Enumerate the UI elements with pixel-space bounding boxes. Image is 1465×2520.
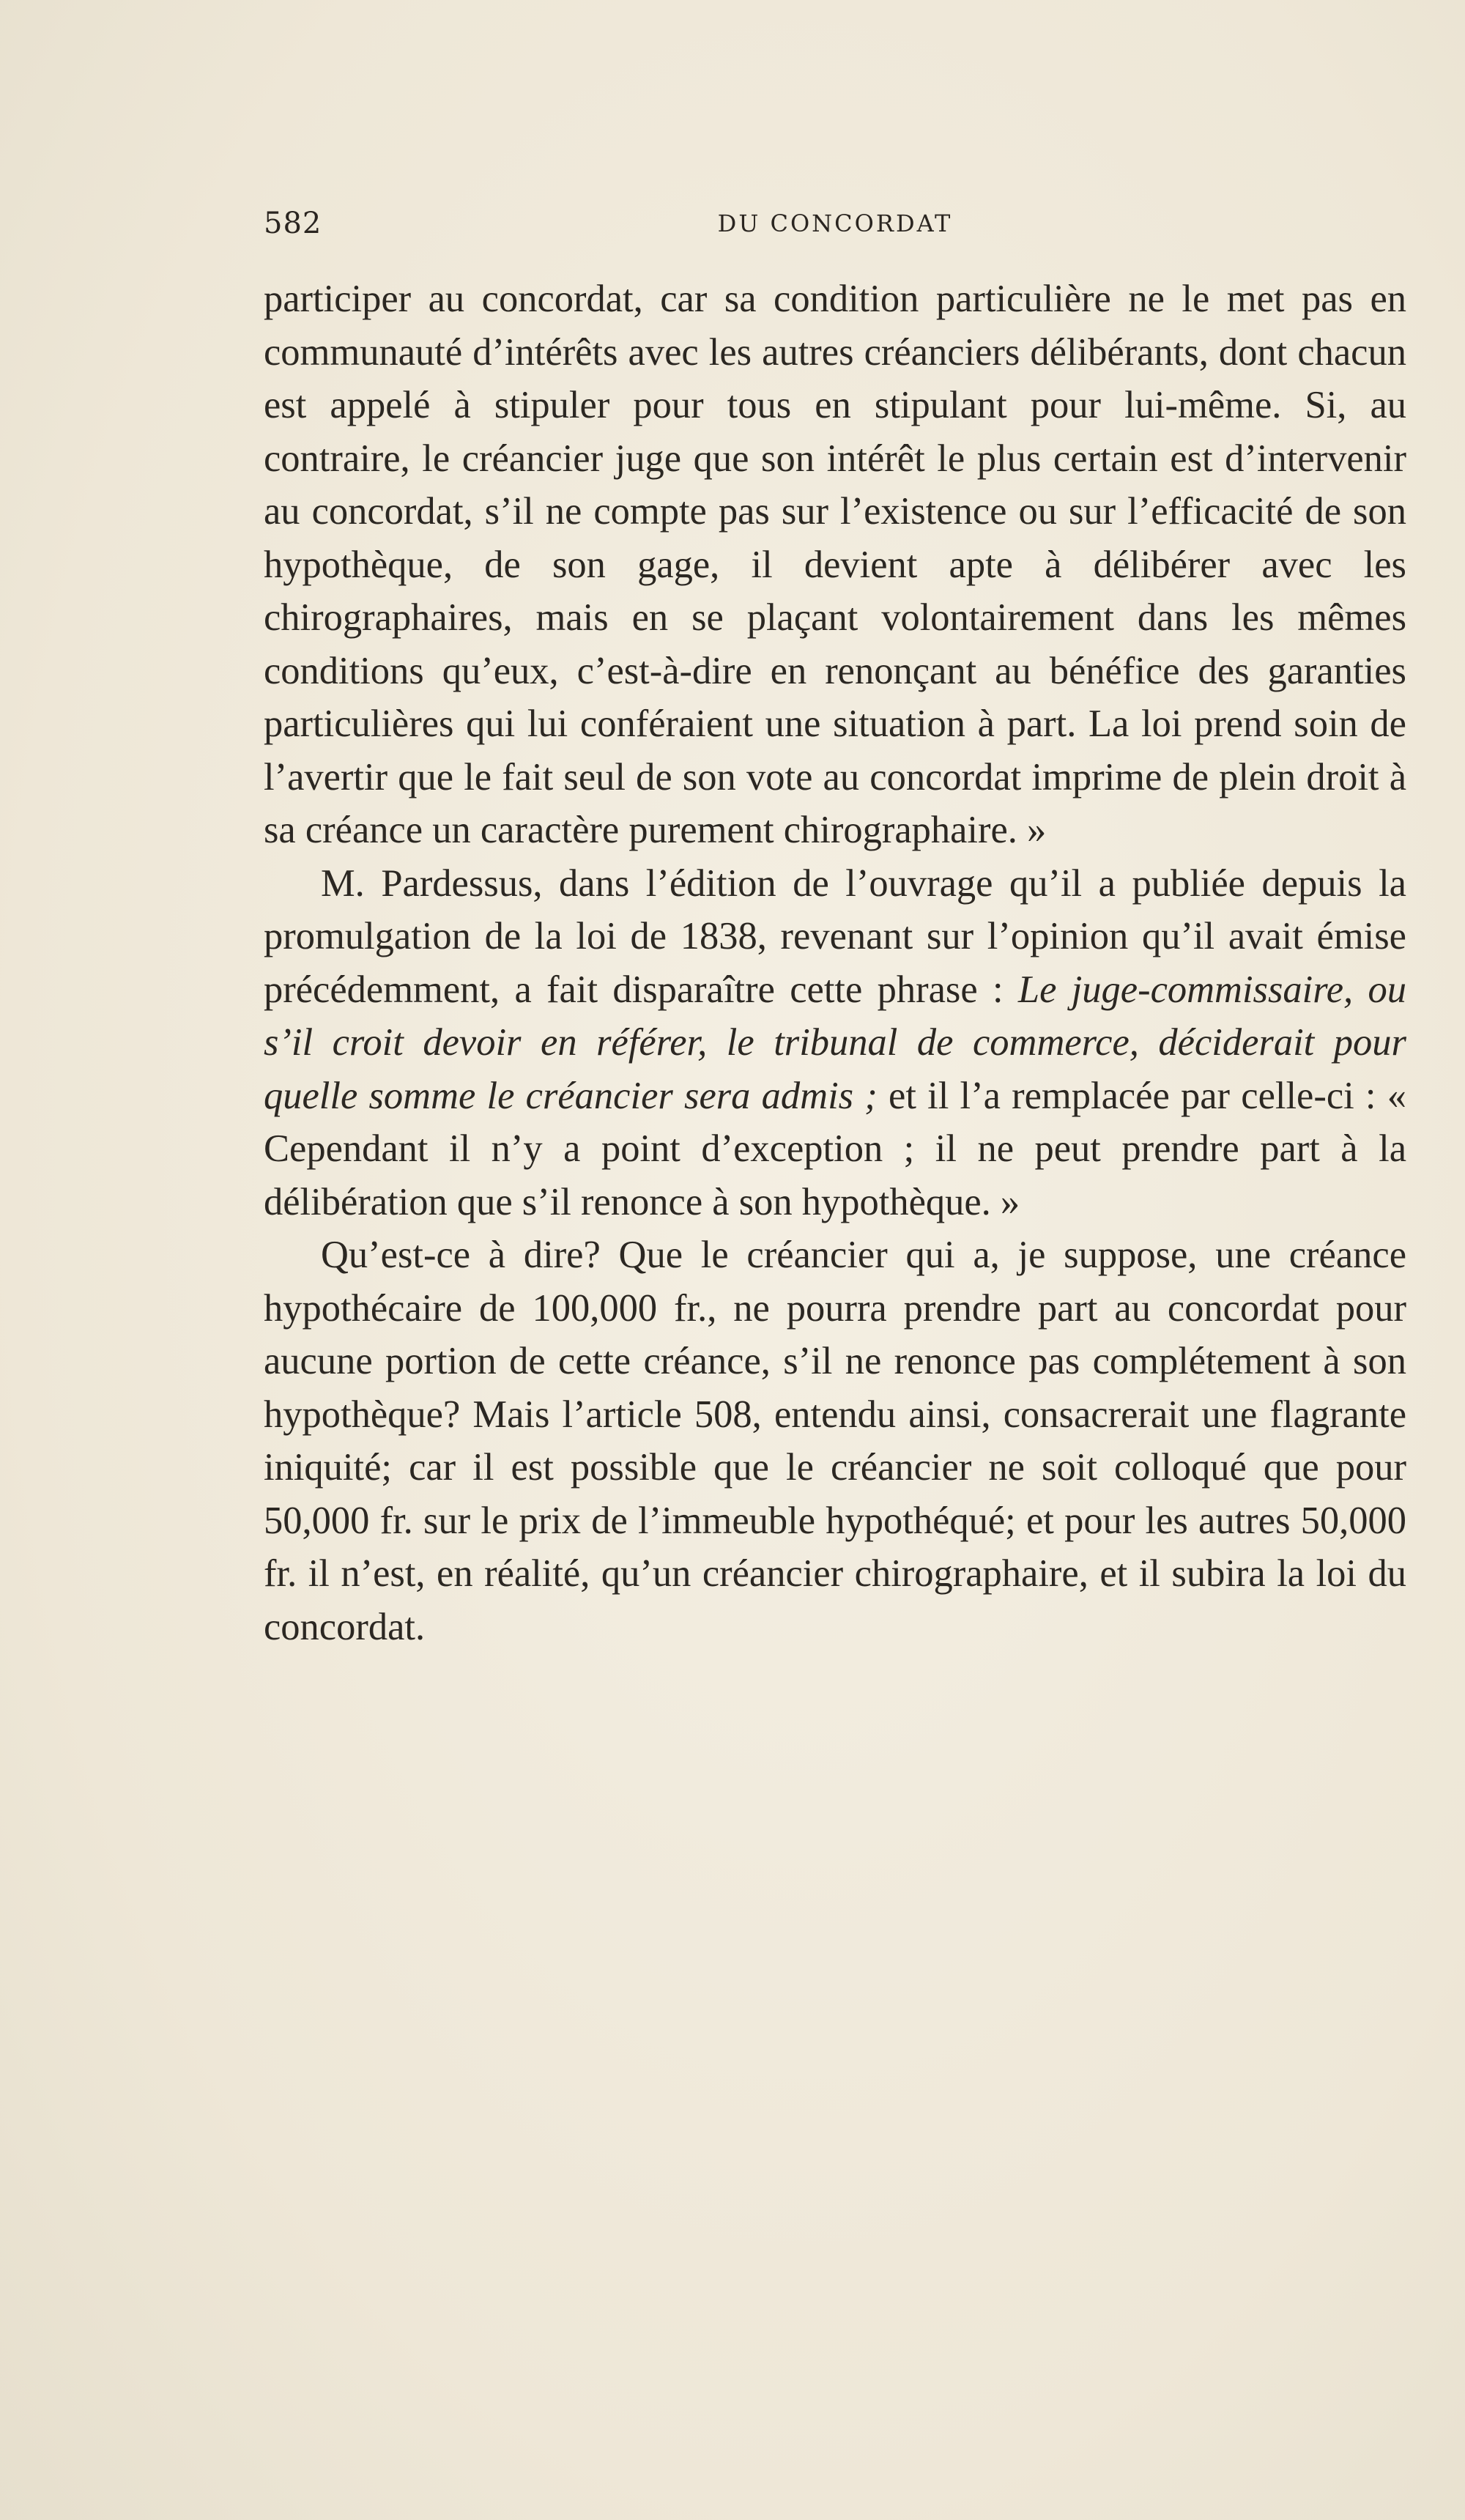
paragraph-2 <box>264 857 1406 1229</box>
paragraph-2-part-2: et il l’a remplacée par celle-ci : « Cependant il n’y a point d’exception ; il ne peut prendre part à la délibération que s’il renonce à son hypothèque. » <box>264 1074 1406 1223</box>
paragraph-2-part-1: M. Pardessus, dans l’édition de l’ouvrage qu’il a publiée depuis la promulgation de la loi de 1838, revenant sur l’opinion qu’il avait émise précédemment, a fait disparaître cette phrase : <box>264 861 1406 1011</box>
paragraph-1: participer au concordat, car sa condition particulière ne le met pas en communauté d’intérêts avec les autres créanciers délibérants, dont chacun est appelé à stipuler pour tous en stipulant pour lui-même. Si, au contraire, le créancier juge que son intérêt le plus certain est d’intervenir au concordat, s’il ne compte pas sur l’existence ou sur l’efficacité de son hypothèque, de son gage, il devient apte à délibérer avec les chirographaires, mais en se plaçant volontairement dans les mêmes conditions qu’eux, c’est-à-dire en renonçant au bénéfice des garanties particulières qui lui conféraient une situation à part. La loi prend soin de l’avertir que le fait seul de son vote au concordat imprime de plein droit à sa créance un caractère purement chirographaire. » <box>264 278 1406 851</box>
body-text <box>264 273 1406 1653</box>
page-header <box>264 207 1406 251</box>
running-head: DU CONCORDAT <box>717 210 953 237</box>
page-number: 582 <box>264 207 322 240</box>
paragraph-2-italic-quote: Le juge-commissaire, ou s’il croit devoir en référer, le tribunal de commerce, déciderait pour quelle somme le créancier sera admis ; <box>264 968 1406 1117</box>
paragraph-3: Qu’est-ce à dire? Que le créancier qui a, je suppose, une créance hypothécaire de 100,000 fr., ne pourra prendre part au concordat pour aucune portion de cette créance, s’il ne renonce pas complétement à son hypothèque? Mais l’article 508, entendu ainsi, consacrerait une flagrante iniquité; car il est possible que le créancier ne soit colloqué que pour 50,000 fr. sur le prix de l’immeuble hypothéqué; et pour les autres 50,000 fr. il n’est, en réalité, qu’un créancier chirographaire, et il subira la loi du concordat. <box>264 1234 1406 1648</box>
